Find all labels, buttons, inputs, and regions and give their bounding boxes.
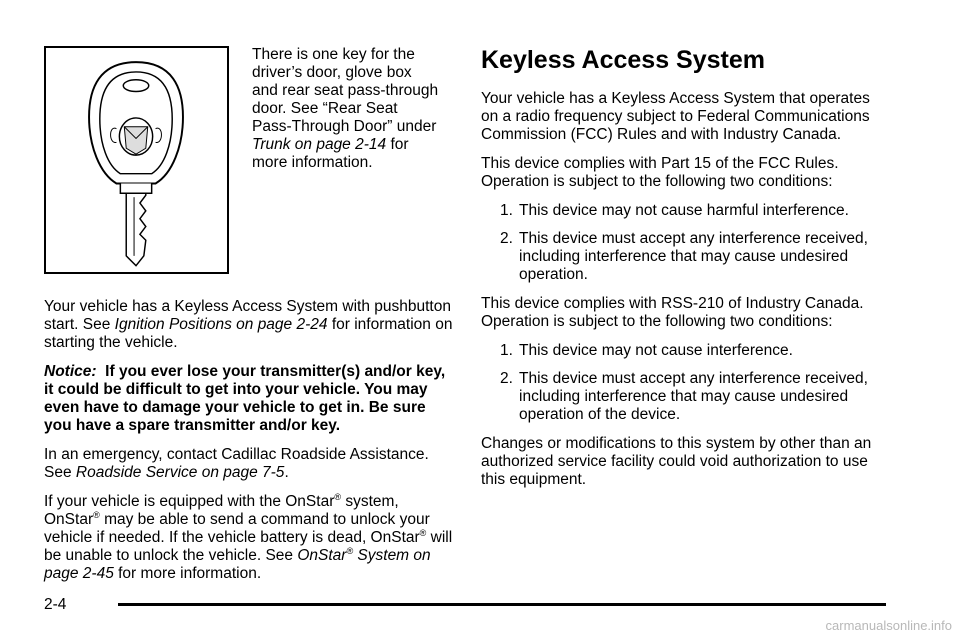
onstar-paragraph	[44, 493, 454, 583]
list-item	[481, 342, 891, 360]
notice-label: Notice:	[44, 363, 97, 380]
list-number: 2.	[500, 230, 513, 247]
list-number: 2.	[500, 370, 513, 387]
fcc-conditions-list	[481, 202, 891, 284]
section-heading: Keyless Access System	[481, 46, 765, 74]
list-text: This device may not cause harmful interference.	[519, 202, 849, 219]
text-fragment: In an emergency, contact Cadillac Roadside Assistance. See	[44, 446, 429, 481]
list-text: This device must accept any interference received, including interference that may cause undesired operation.	[519, 230, 868, 283]
key-text-line: Pass-Through Door” under	[252, 118, 437, 135]
key-illustration	[44, 46, 229, 274]
list-number: 1.	[500, 342, 513, 359]
key-text-line: and rear seat pass-through	[252, 82, 439, 99]
text-fragment: for more information.	[118, 565, 262, 582]
text-fragment: for information on starting the vehicle.	[44, 316, 453, 351]
key-text-line: There is one key for the	[252, 46, 415, 63]
page-number: 2-4	[44, 596, 67, 613]
watermark: carmanualsonline.info	[825, 618, 952, 633]
roadside-paragraph	[44, 446, 454, 482]
list-item	[481, 202, 891, 220]
key-text-line	[252, 136, 457, 154]
link-fragment: System on page 2-45	[44, 547, 431, 582]
keyless-intro-paragraph	[44, 298, 454, 352]
key-text-line: door. See “Rear Seat	[252, 100, 398, 117]
list-item	[481, 230, 891, 284]
registered-mark: ®	[93, 510, 100, 520]
right-column	[481, 46, 891, 500]
roadside-service-link[interactable]: Roadside Service on page 7-5	[75, 464, 285, 481]
text-fragment: If your vehicle is equipped with the OnStar	[44, 493, 335, 510]
link-fragment: OnStar	[297, 547, 347, 564]
text-fragment: will be unable to unlock the vehicle. See	[44, 529, 453, 564]
list-number: 1.	[500, 202, 513, 219]
key-description	[252, 46, 457, 172]
key-text-fragment: for	[390, 136, 409, 153]
notice-text: If you ever lose your transmitter(s) and/or key, it could be difficult to get into your vehicle. You may even have to damage your vehicle to get in. Be sure you have a spare transmitter and/or key.	[44, 363, 446, 434]
fcc-rules-paragraph: This device complies with Part 15 of the FCC Rules. Operation is subject to the following two conditions:	[481, 155, 839, 190]
registered-mark: ®	[419, 528, 427, 538]
left-column-body	[44, 298, 454, 594]
fcc-intro-paragraph: Your vehicle has a Keyless Access System that operates on a radio frequency subject to Federal Communications Commission (FCC) Rules and with Industry Canada.	[481, 90, 870, 143]
list-text: This device must accept any interference received, including interference that may cause undesired operation of the device.	[519, 370, 868, 423]
footer-divider	[118, 603, 886, 606]
text-fragment: Your vehicle has a Keyless Access System with pushbutton start. See	[44, 298, 451, 333]
car-key-icon	[46, 48, 227, 272]
registered-mark: ®	[334, 492, 341, 502]
notice-paragraph	[44, 363, 454, 435]
ignition-positions-link[interactable]: Ignition Positions on page 2-24	[114, 316, 328, 333]
rss-conditions-list	[481, 342, 891, 424]
modifications-paragraph: Changes or modifications to this system by other than an authorized service facility could void authorization to use this equipment.	[481, 435, 872, 488]
list-item	[481, 370, 891, 424]
key-text-line: more information.	[252, 154, 373, 171]
list-text: This device may not cause interference.	[519, 342, 793, 359]
trunk-link[interactable]: Trunk on page 2-14	[252, 136, 387, 153]
text-fragment: may be able to send a command to unlock your vehicle if needed. If the vehicle battery is dead, OnStar	[44, 511, 430, 546]
rss-paragraph: This device complies with RSS-210 of Industry Canada. Operation is subject to the following two conditions:	[481, 295, 864, 330]
text-fragment: system, OnStar	[44, 493, 399, 528]
key-text-line: driver’s door, glove box	[252, 64, 412, 81]
registered-mark: ®	[346, 546, 354, 556]
text-fragment: .	[284, 464, 289, 481]
